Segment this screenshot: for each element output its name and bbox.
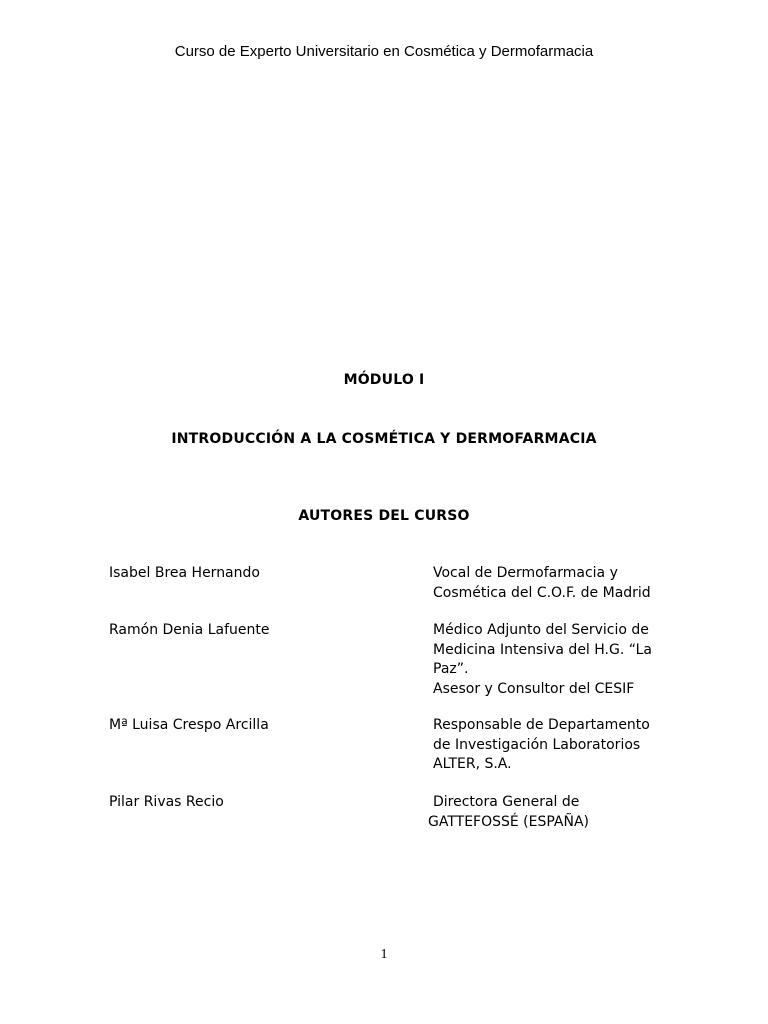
- author-role-line: GATTEFOSSÉ (ESPAÑA): [428, 813, 590, 830]
- running-header: Curso de Experto Universitario en Cosmética y Dermofarmacia: [174, 43, 594, 60]
- author-role-line: Médico Adjunto del Servicio de: [433, 622, 649, 638]
- page-number: 1: [380, 947, 388, 962]
- author-name: Pilar Rivas Recio: [109, 794, 224, 810]
- author-role: [433, 564, 733, 603]
- author-role: [428, 793, 733, 832]
- module-heading: MÓDULO I: [343, 372, 425, 388]
- author-role-line: Directora General de: [433, 794, 580, 810]
- author-role: [433, 621, 733, 699]
- author-role-line: de Investigación Laboratorios: [433, 736, 641, 753]
- author-role-line: Vocal de Dermofarmacia y: [433, 565, 618, 581]
- author-role-line: Asesor y Consultor del CESIF: [433, 680, 635, 697]
- author-name: Isabel Brea Hernando: [109, 565, 260, 581]
- authors-heading: AUTORES DEL CURSO: [298, 508, 470, 524]
- author-name: Ramón Denia Lafuente: [109, 622, 270, 638]
- author-role-line: Medicina Intensiva del H.G. “La: [433, 641, 652, 658]
- module-title: INTRODUCCIÓN A LA COSMÉTICA Y DERMOFARMACIA: [171, 431, 597, 447]
- author-role: [433, 716, 733, 775]
- author-role-line: ALTER, S.A.: [433, 756, 512, 772]
- author-role-line: Cosmética del C.O.F. de Madrid: [433, 584, 651, 601]
- author-role-line: Responsable de Departamento: [433, 717, 650, 733]
- author-name: Mª Luisa Crespo Arcilla: [109, 717, 269, 733]
- author-role-line: Paz”.: [433, 661, 469, 677]
